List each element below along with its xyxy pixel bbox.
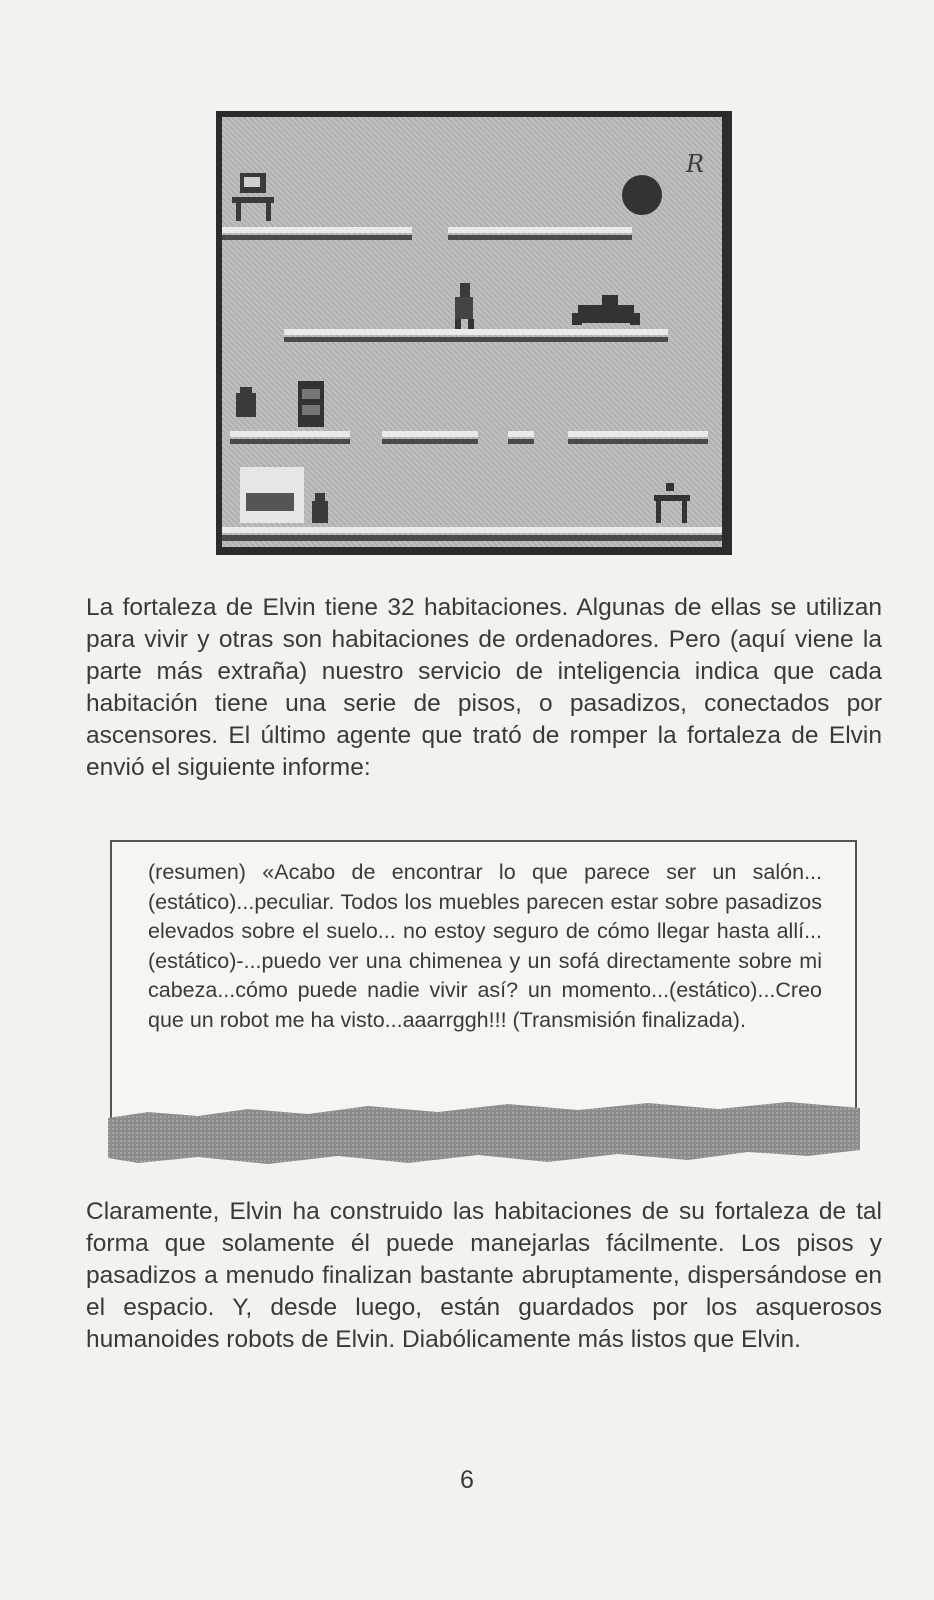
- control-panel-icon: [240, 467, 304, 523]
- cabinet-icon: [298, 381, 324, 427]
- platform-row-1: [222, 227, 632, 240]
- desk-icon: [654, 483, 690, 523]
- handwritten-mark: R: [686, 150, 705, 178]
- robot-humanoid-icon: [236, 387, 256, 417]
- page-number: 6: [460, 1466, 474, 1494]
- torn-paper-strip: [108, 1100, 860, 1170]
- sofa-icon: [572, 295, 640, 325]
- game-screenshot: [216, 111, 732, 555]
- game-screen: [222, 117, 722, 547]
- platform-row-2: [284, 329, 668, 342]
- robot-ball-icon: [622, 175, 662, 215]
- paragraph-conclusion: Claramente, Elvin ha construido las habitaciones de su fortaleza de tal forma que solamente él puede manejarlas fácilmente. Los pisos y pasadizos a menudo finalizan bastante abruptamente, dispersándose en el espacio. Y, desde luego, están guardados por los asquerosos humanoides robots de Elvin. Diabólicamente más listos que Elvin.: [86, 1198, 882, 1353]
- agent-figure-icon: [455, 283, 474, 335]
- platform-floor: [222, 527, 722, 541]
- game-scene: [222, 117, 722, 547]
- paragraph-intro: La fortaleza de Elvin tiene 32 habitaciones. Algunas de ellas se utilizan para vivir y otras son habitaciones de ordenadores. Pero (aquí viene la parte más extraña) nuestro servicio de inteligencia indica que cada habitación tiene una serie de pisos, o pasadizos, conectados por ascensores. El último agente que trató de romper la fortaleza de Elvin envió el siguiente informe:: [86, 594, 882, 781]
- computer-terminal-icon: [232, 173, 274, 221]
- robot-small-icon: [312, 493, 328, 523]
- agent-report-box: [110, 840, 857, 1122]
- agent-report-text: (resumen) «Acabo de encontrar lo que parece ser un salón...(estático)...peculiar. Todos los muebles parecen estar sobre pasadizos elevados sobre el suelo... no estoy seguro de cómo llegar hasta allí...(estático)-...puedo ver una chimenea y un sofá directamente sobre mi cabeza...cómo puede nadie vivir así? un momento...(estático)...Creo que un robot me ha visto...aaarrggh!!! (Transmisión finalizada).: [148, 860, 822, 1032]
- platform-row-3: [230, 431, 708, 444]
